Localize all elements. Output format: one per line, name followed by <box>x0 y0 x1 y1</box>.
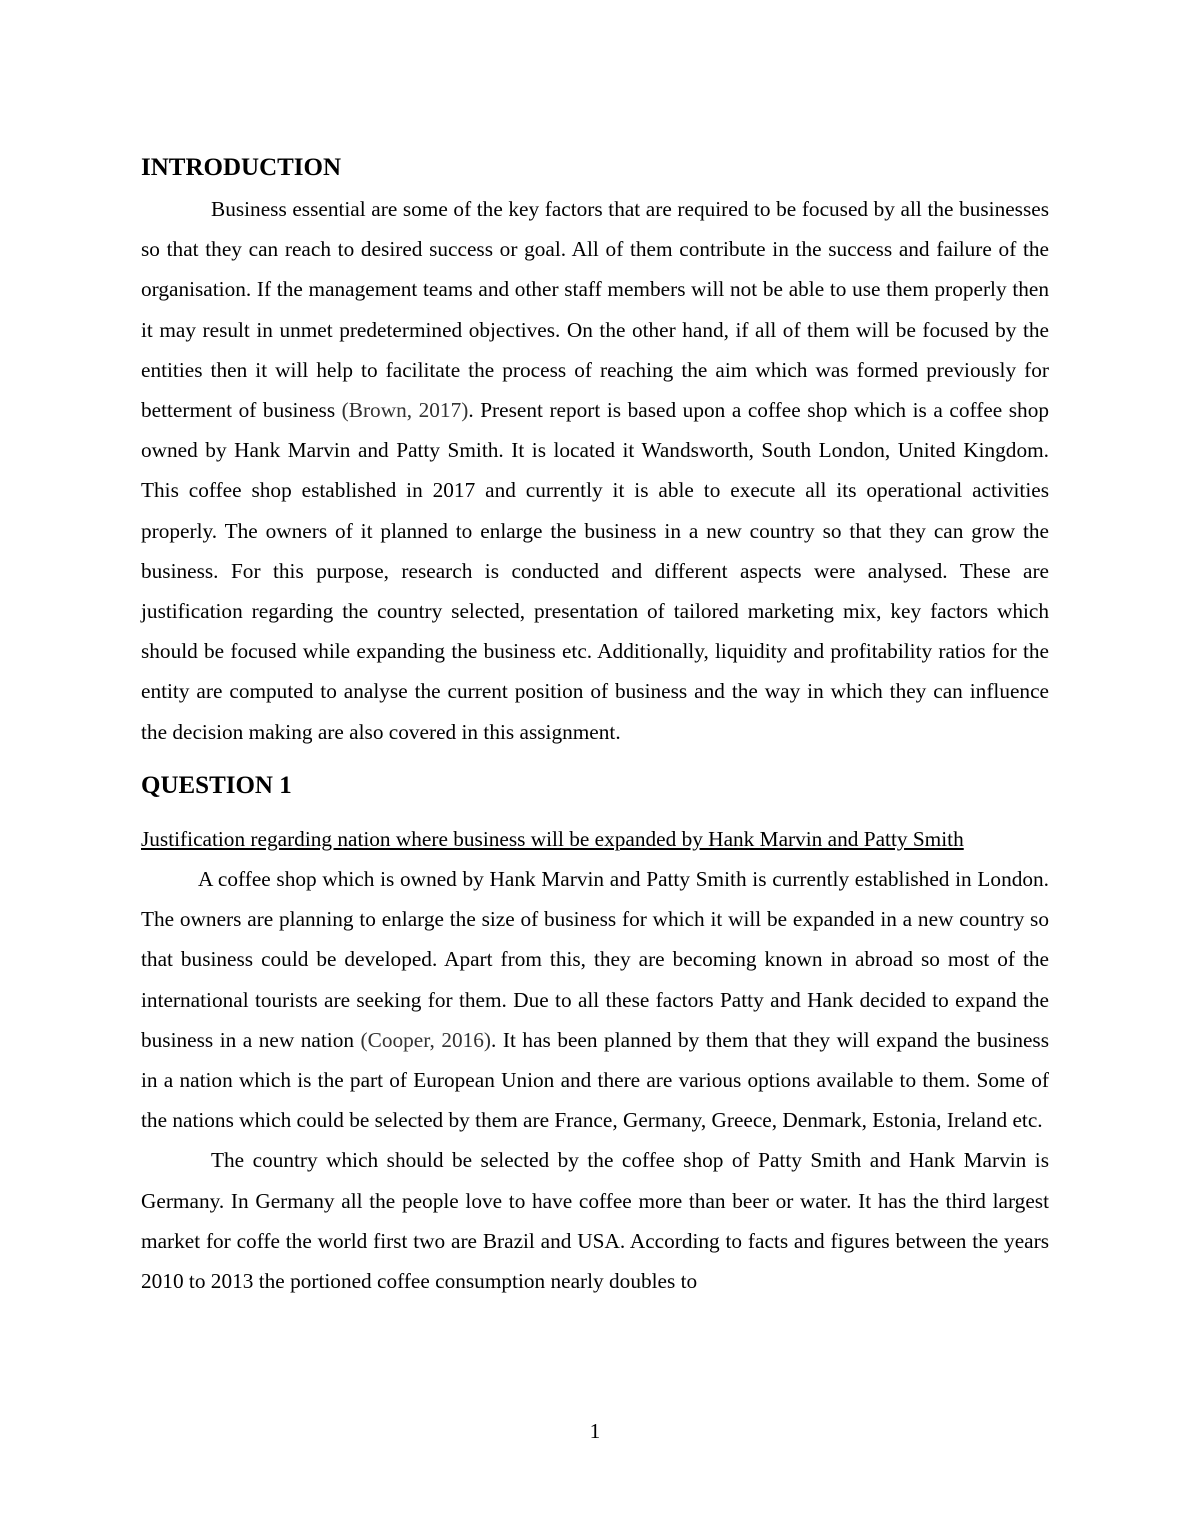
citation-cooper-2016: (Cooper, 2016) <box>360 1027 492 1052</box>
citation-brown-2017: (Brown, 2017) <box>341 398 469 423</box>
q1-text-after-citation: . It has been planned by them that they will expand the business in a nation which is the part of European Union and there are various options available to them. Some of the nations which could be selected by them are France, Germany, Greece, Denmark, Estonia, Ireland etc. <box>141 1027 1049 1133</box>
question-1-paragraph-1 <box>141 859 1049 1140</box>
question-1-subheading: Justification regarding nation where business will be expanded by Hank Marvin and Patty Smith <box>141 826 964 851</box>
page-content <box>141 148 1049 1301</box>
introduction-heading: INTRODUCTION <box>141 154 342 181</box>
question-1-paragraph-2: The country which should be selected by the coffee shop of Patty Smith and Hank Marvin is Germany. In Germany all the people love to have coffee more than beer or water. It has the third largest market for coffe the world first two are Brazil and USA. According to facts and figures between the years 2010 to 2013 the portioned coffee consumption nearly doubles to <box>141 1148 1049 1294</box>
intro-text-before-citation: Business essential are some of the key factors that are required to be focused by all the businesses so that they can reach to desired success or goal. All of them contribute in the success and failure of the organisation. If the management teams and other staff members will not be able to use them properly then it may result in unmet predetermined objectives. On the other hand, if all of them will be focused by the entities then it will help to facilitate the process of reaching the aim which was formed previously for betterment of business <box>141 197 1049 423</box>
question-1-heading: QUESTION 1 <box>141 771 292 799</box>
page-number: 1 <box>589 1419 601 1443</box>
intro-text-after-citation: . Present report is based upon a coffee shop which is a coffee shop owned by Hank Marvin and Patty Smith. It is located it Wandsworth, South London, United Kingdom. This coffee shop established in 2017 and currently it is able to execute all its operational activities properly. The owners of it planned to enlarge the business in a new country so that they can grow the business. For this purpose, research is conducted and different aspects were analysed. These are justification regarding the country selected, presentation of tailored marketing mix, key factors which should be focused while expanding the business etc. Additionally, liquidity and profitability ratios for the entity are computed to analyse the current position of business and the way in which they can influence the decision making are also covered in this assignment. <box>141 398 1049 744</box>
q1-text-before-citation: A coffee shop which is owned by Hank Marvin and Patty Smith is currently established in London. The owners are planning to enlarge the size of business for which it will be expanded in a new country so that business could be developed. Apart from this, they are becoming known in abroad so most of the international tourists are seeking for them. Due to all these factors Patty and Hank decided to expand the business in a new nation <box>141 867 1049 1052</box>
introduction-paragraph <box>141 189 1049 752</box>
